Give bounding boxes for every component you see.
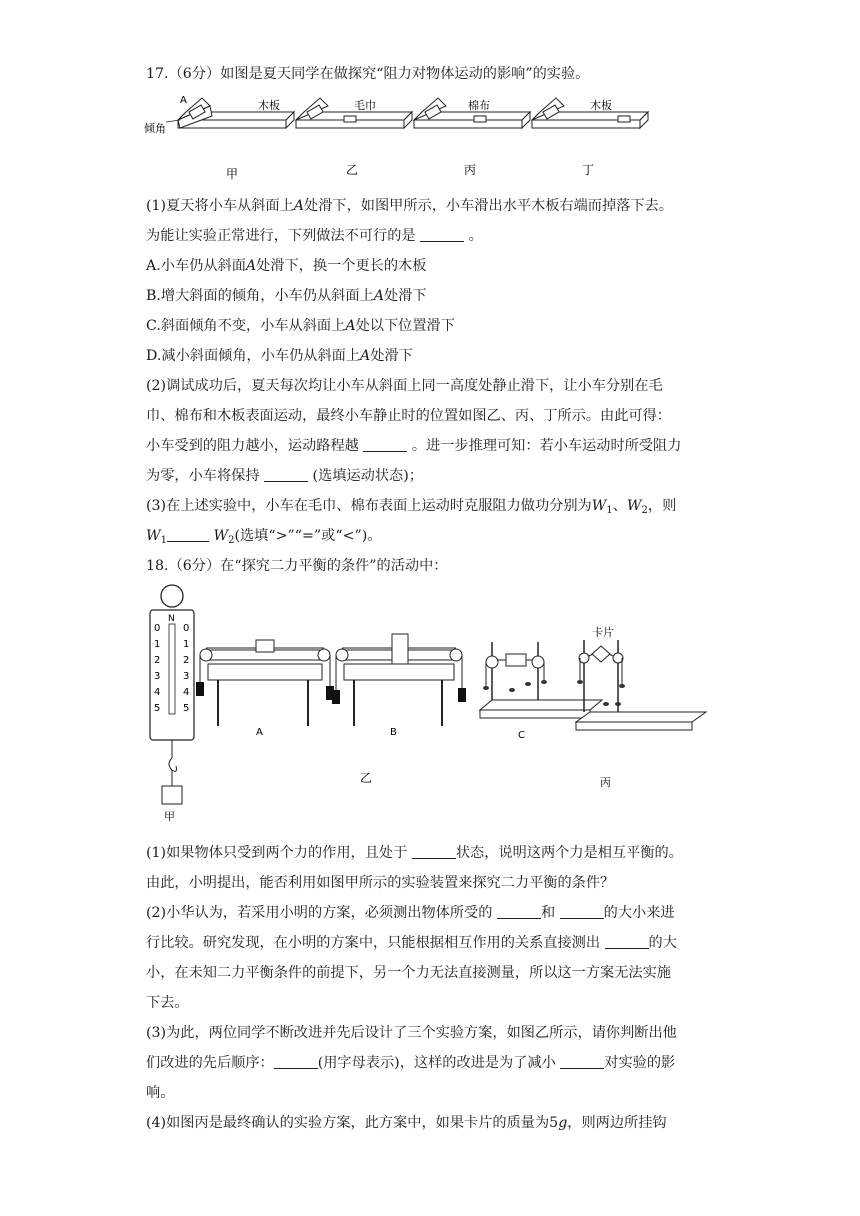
answer-blank[interactable] — [167, 527, 209, 542]
label-a: A — [180, 95, 187, 106]
answer-blank[interactable] — [363, 437, 407, 452]
q17-option-d: D.减小斜面倾角，小车仍从斜面上A处滑下 — [146, 348, 413, 364]
q18-p3-line3: 响。 — [146, 1085, 175, 1101]
svg-text:0: 0 — [183, 623, 190, 634]
caption-b: B — [390, 727, 397, 738]
q18-p4-line1: (4)如图丙是最终确认的实验方案，此方案中，如果卡片的质量为5g，则两边所挂钩 — [146, 1115, 667, 1131]
caption-ding: 丁 — [582, 163, 595, 177]
scale-n-label: N — [168, 614, 175, 624]
svg-text:2: 2 — [183, 655, 190, 666]
svg-text:1: 1 — [154, 639, 161, 650]
table-b — [332, 634, 466, 738]
answer-blank[interactable] — [412, 844, 456, 859]
board-yi — [296, 98, 412, 128]
q17-p1-line1: (1)夏天将小车从斜面上A处滑下，如图甲所示，小车滑出水平木板右端而掉落下去。 — [146, 198, 673, 214]
answer-blank[interactable] — [420, 227, 464, 242]
caption-jia: 甲 — [226, 167, 239, 181]
q18-figure — [140, 580, 720, 825]
svg-text:1: 1 — [183, 639, 190, 650]
q17-p2-line1: (2)调试成功后，夏天每次均让小车从斜面上同一高度处静止滑下，让小车分别在毛 — [146, 378, 663, 394]
caption-a: A — [256, 727, 263, 738]
svg-text:3: 3 — [183, 671, 190, 682]
q17-p1-line2: 为能让实验正常进行，下列做法不可行的是 。 — [146, 228, 483, 244]
label-cotton: 棉布 — [468, 99, 490, 112]
q17-p3-line1: (3)在上述实验中，小车在毛巾、棉布表面上运动时克服阻力做功分别为$W_1$、$W_2$，则 — [146, 498, 677, 516]
table-a — [196, 640, 334, 738]
board-bing — [414, 98, 530, 128]
card-label: 卡片 — [592, 626, 614, 639]
spring-scale — [150, 585, 194, 823]
answer-blank[interactable] — [264, 467, 308, 482]
q18-title: 18.（6分）在“探究二力平衡的条件”的活动中： — [146, 558, 448, 574]
svg-text:5: 5 — [183, 703, 190, 714]
answer-blank[interactable] — [497, 904, 541, 919]
board-jia — [144, 95, 294, 135]
apparatus-bing — [576, 625, 706, 789]
answer-blank[interactable] — [560, 1054, 604, 1069]
answer-blank[interactable] — [560, 904, 604, 919]
caption-bing: 丙 — [464, 163, 477, 177]
q17-option-b: B.增大斜面的倾角，小车仍从斜面上A处滑下 — [146, 288, 427, 304]
answer-blank[interactable] — [274, 1054, 318, 1069]
q18-p3-line2: 们改进的先后顺序： (用字母表示)，这样的改进是为了减小 对实验的影 — [146, 1055, 676, 1071]
q18-p2-line4: 下去。 — [146, 995, 189, 1011]
caption-bing: 丙 — [600, 776, 611, 789]
q17-p2-line4: 为零，小车将保持 (选填运动状态)； — [146, 468, 423, 484]
caption-jia: 甲 — [164, 810, 175, 823]
svg-text:2: 2 — [154, 655, 161, 666]
q18-p2-line2: 行比较。研究发现，在小明的方案中，只能根据相互作用的关系直接测出 的大 — [146, 935, 677, 951]
label-board-2: 木板 — [590, 99, 612, 112]
svg-text:3: 3 — [154, 671, 161, 682]
svg-text:4: 4 — [183, 687, 190, 698]
q17-p2-line2: 巾、棉布和木板表面运动，最终小车静止时的位置如图乙、丙、丁所示。由此可得： — [146, 408, 671, 424]
board-ding — [532, 98, 648, 128]
q18-p2-line3: 小，在未知二力平衡条件的前提下，另一个力无法直接测量，所以这一方案无法实施 — [146, 965, 671, 981]
svg-text:5: 5 — [154, 703, 161, 714]
q18-p1-line1: (1)如果物体只受到两个力的作用，且处于 状态，说明这两个力是相互平衡的。 — [146, 845, 683, 861]
svg-text:0: 0 — [154, 623, 161, 634]
q17-p2-line3: 小车受到的阻力越小，运动路程越 。进一步推理可知：若小车运动时所受阻力 — [146, 438, 682, 454]
answer-blank[interactable] — [605, 934, 649, 949]
q18-p1-line2: 由此，小明提出，能否利用如图甲所示的实验装置来探究二力平衡的条件？ — [146, 875, 615, 891]
q17-p3-line2: $W_1$ $W_2$(选填“>”“=”或“<”)。 — [146, 528, 382, 546]
caption-yi: 乙 — [360, 771, 373, 785]
label-incline: 倾角 — [144, 122, 166, 135]
q18-p2-line1: (2)小华认为，若采用小明的方案，必须测出物体所受的 和 的大小来进 — [146, 905, 675, 921]
q18-p3-line1: (3)为此，两位同学不断改进并先后设计了三个实验方案，如图乙所示，请你判断出他 — [146, 1025, 677, 1041]
q17-option-c: C.斜面倾角不变，小车从斜面上A处以下位置滑下 — [146, 318, 455, 334]
svg-text:4: 4 — [154, 687, 161, 698]
caption-yi: 乙 — [346, 163, 359, 177]
q17-option-a: A.小车仍从斜面A处滑下，换一个更长的木板 — [146, 258, 427, 274]
label-board-1: 木板 — [258, 99, 280, 112]
caption-c: C — [518, 730, 525, 741]
q17-title: 17.（6分）如图是夏天同学在做探究“阻力对物体运动的影响”的实验。 — [146, 66, 590, 82]
q17-figure — [140, 90, 665, 185]
label-towel: 毛巾 — [354, 99, 376, 112]
